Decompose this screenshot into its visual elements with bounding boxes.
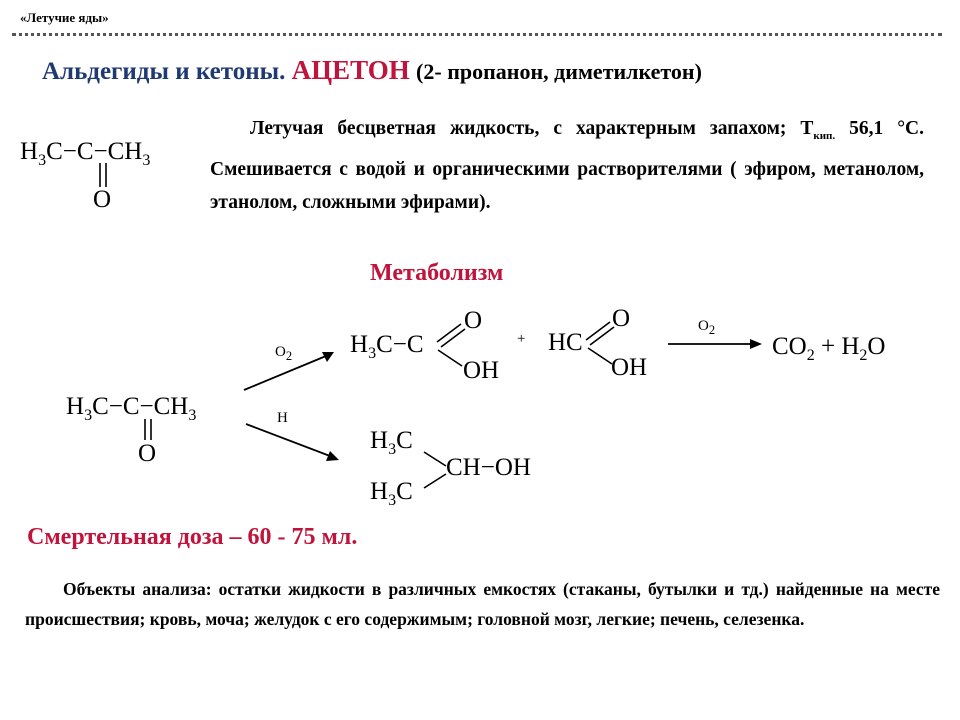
acetone-oxygen-2: O (138, 440, 157, 467)
acetone-formula-2: $H_3C-C-CH_3$ (66, 393, 197, 424)
h2o-oxygen: O (867, 333, 886, 360)
acetic-acid-formula: $H_3C-C$ (350, 331, 424, 362)
title-accent: АЦЕТОН (291, 55, 410, 85)
reagent-hydrogen: H (277, 410, 288, 426)
description-rest: 56,1 °С. Смешивается с водой и органическими растворителями ( эфиром, метанолом, этанолом, сложными эфирами). (210, 118, 925, 213)
co2-symbol: CO (772, 333, 807, 360)
formic-acid-oh: OH (611, 354, 648, 381)
plus-sign: + (517, 331, 526, 347)
lethal-dose: Смертельная доза – 60 - 75 мл. (27, 524, 358, 550)
analysis-objects: Объекты анализа: остатки жидкости в различных емкостях (стаканы, бутылки и тд.) найденные на месте происшествия; кровь, моча; желудок с его содержимым; головной мозг, легкие; печень, селезенка. (25, 579, 940, 629)
reagent-oxygen (275, 344, 292, 364)
title-main: Альдегиды и кетоны. (42, 58, 286, 85)
acetic-acid-oh: OH (463, 357, 500, 384)
title-synonyms: (2- пропанон, диметилкетон) (416, 59, 702, 84)
reagent-oxygen-2-symbol: O (698, 318, 709, 334)
acetone-formula-1: $H_3C-C-CH_3$ (20, 138, 151, 169)
reagent-oxygen-2 (698, 318, 715, 338)
isopropanol-choh: CH−OH (446, 454, 531, 481)
acetic-acid-oxygen: O (464, 307, 483, 334)
isopropanol-ch3-bottom: $H_3C$ (370, 478, 413, 509)
isopropanol-ch3-top: $H_3C$ (370, 427, 413, 458)
metabolism-heading: Метаболизм (370, 260, 504, 286)
boiling-point-symbol: Т (800, 118, 814, 139)
final-products: $CO_2 + H_2O$ (772, 333, 886, 364)
reagent-oxygen-symbol: O (275, 344, 286, 360)
reagent-oxygen-2-sub: 2 (708, 323, 716, 337)
formic-acid-hc: HC (548, 329, 583, 356)
h2o-symbol: + H (814, 333, 860, 360)
acetone-oxygen-1: O (93, 186, 112, 213)
formic-acid-oxygen: O (612, 305, 631, 332)
description-line1: Летучая бесцветная жидкость, с характерным запахом; (250, 118, 787, 139)
boiling-point-sub: кип. (813, 129, 836, 142)
reagent-oxygen-sub: 2 (285, 349, 293, 363)
slide-header-label: «Летучие яды» (20, 10, 109, 25)
